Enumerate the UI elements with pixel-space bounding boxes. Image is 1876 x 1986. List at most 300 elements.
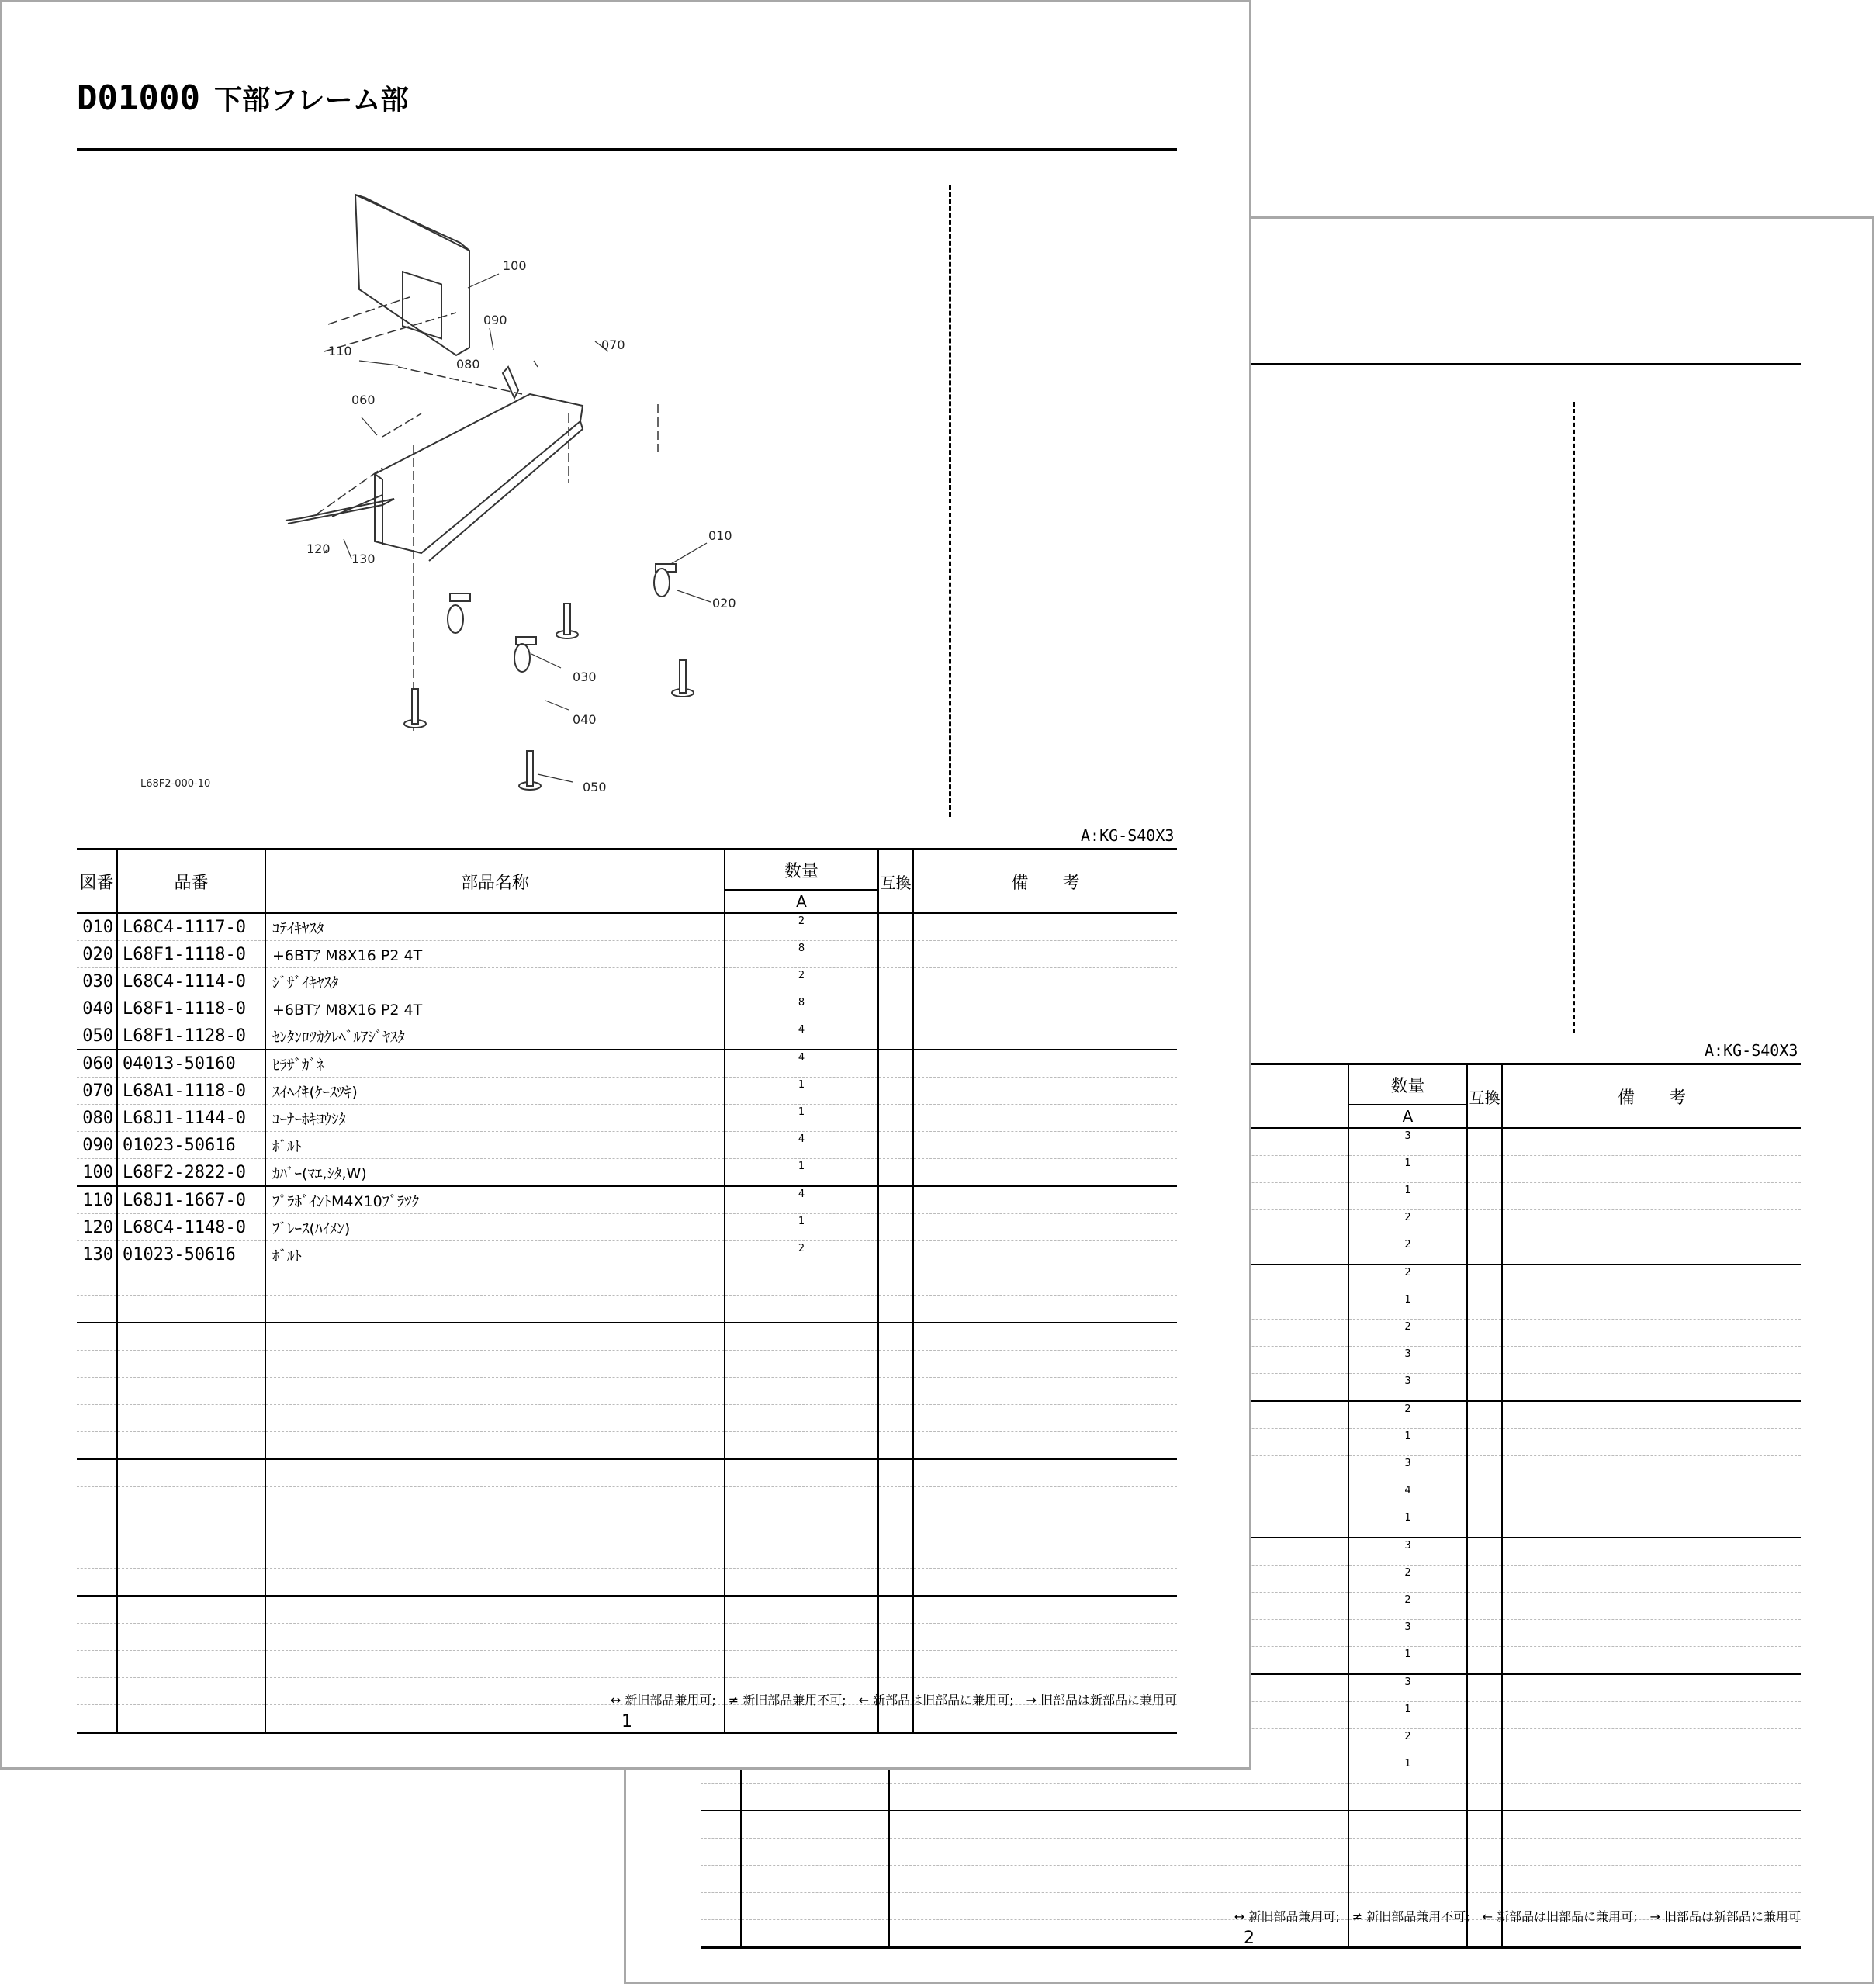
remarks-cell: [913, 1241, 1177, 1268]
part-number-cell: [741, 1811, 889, 1839]
empty-row: [77, 1569, 1177, 1597]
interchange-cell: [878, 995, 913, 1022]
interchange-cell: [1467, 1456, 1502, 1483]
quantity-cell: 3: [1348, 1538, 1467, 1566]
part-name-cell: ﾎﾞﾙﾄ: [265, 1132, 725, 1159]
remarks-cell: [913, 1378, 1177, 1405]
interchange-cell: [1467, 1210, 1502, 1237]
interchange-cell: [1467, 1729, 1502, 1756]
table-row: [77, 1105, 1177, 1132]
quantity-cell: [1348, 1866, 1467, 1893]
part-name-cell: [265, 1705, 725, 1733]
part-name-cell: [265, 1432, 725, 1460]
interchange-cell: [878, 1323, 913, 1351]
interchange-cell: [1467, 1128, 1502, 1156]
quantity-cell: 1: [1348, 1429, 1467, 1456]
part-name-cell: [265, 1514, 725, 1541]
part-number-cell: [117, 1624, 265, 1651]
interchange-cell: [878, 1078, 913, 1105]
fig-number-cell: 100: [77, 1159, 117, 1187]
interchange-cell: [878, 1432, 913, 1460]
quantity-cell: 2: [1348, 1566, 1467, 1593]
col-header-interchange: 互換: [1467, 1064, 1502, 1129]
interchange-cell: [878, 1132, 913, 1159]
remarks-cell: [913, 1214, 1177, 1241]
callout-label: 120: [306, 541, 331, 556]
interchange-cell: [878, 1651, 913, 1678]
empty-row: [701, 1839, 1801, 1866]
part-number-cell: [117, 1351, 265, 1378]
interchange-cell: [878, 1268, 913, 1296]
remarks-cell: [1502, 1374, 1801, 1402]
fig-number-cell: [701, 1866, 741, 1893]
remarks-cell: [913, 1541, 1177, 1569]
remarks-cell: [913, 1186, 1177, 1214]
fig-number-cell: [77, 1268, 117, 1296]
fig-number-cell: 130: [77, 1241, 117, 1268]
quantity-cell: [725, 1596, 878, 1624]
empty-row: [701, 1866, 1801, 1893]
interchange-cell: [1467, 1756, 1502, 1784]
interchange-cell: [878, 1296, 913, 1323]
quantity-cell: [725, 1569, 878, 1597]
remarks-cell: [913, 1159, 1177, 1187]
remarks-cell: [1502, 1456, 1801, 1483]
fig-number-cell: [77, 1432, 117, 1460]
quantity-cell: [725, 1459, 878, 1487]
interchange-cell: [1467, 1620, 1502, 1647]
quantity-cell: 2: [1348, 1320, 1467, 1347]
remarks-cell: [913, 1323, 1177, 1351]
interchange-cell: [1467, 1866, 1502, 1893]
callout-label: 110: [328, 344, 352, 358]
interchange-cell: [1467, 1647, 1502, 1675]
quantity-cell: 2: [725, 1241, 878, 1268]
col-header-quantity: 数量: [725, 849, 878, 891]
remarks-cell: [913, 1432, 1177, 1460]
interchange-cell: [878, 1351, 913, 1378]
remarks-cell: [1502, 1237, 1801, 1265]
interchange-cell: [1467, 1401, 1502, 1429]
remarks-cell: [1502, 1784, 1801, 1811]
quantity-cell: 1: [1348, 1292, 1467, 1320]
remarks-cell: [1502, 1510, 1801, 1538]
callout-label: 090: [483, 313, 507, 327]
quantity-cell: [725, 1378, 878, 1405]
quantity-cell: 2: [1348, 1729, 1467, 1756]
interchange-cell: [878, 1705, 913, 1733]
remarks-cell: [913, 995, 1177, 1022]
remarks-cell: [913, 1268, 1177, 1296]
remarks-cell: [1502, 1265, 1801, 1292]
quantity-cell: 3: [1348, 1347, 1467, 1374]
remarks-cell: [1502, 1729, 1801, 1756]
part-number-cell: [117, 1569, 265, 1597]
remarks-cell: [1502, 1429, 1801, 1456]
col-header-part-name: 部品名称: [265, 849, 725, 914]
fig-number-cell: [77, 1296, 117, 1323]
quantity-cell: [1348, 1811, 1467, 1839]
interchange-cell: [878, 941, 913, 968]
remarks-cell: [913, 1705, 1177, 1733]
fig-number-cell: [77, 1705, 117, 1733]
part-name-cell: ｺｰﾅｰﾎｷﾖｳｼﾀ: [265, 1105, 725, 1132]
interchange-cell: [878, 1514, 913, 1541]
part-name-cell: ﾎﾞﾙﾄ: [265, 1241, 725, 1268]
interchange-cell: [1467, 1183, 1502, 1210]
interchange-cell: [878, 1405, 913, 1432]
remarks-cell: [1502, 1183, 1801, 1210]
model-label: A:KG-S40X3: [1705, 1041, 1798, 1060]
remarks-cell: [1502, 1483, 1801, 1510]
remarks-cell: [913, 1487, 1177, 1514]
col-header-fig-no: 図番: [77, 849, 117, 914]
remarks-cell: [913, 1596, 1177, 1624]
callout-label: 050: [583, 780, 607, 794]
fig-number-cell: [701, 1784, 741, 1811]
empty-row: [77, 1351, 1177, 1378]
part-name-cell: ﾋﾗｻﾞｶﾞﾈ: [265, 1050, 725, 1078]
part-name-cell: ｶﾊﾞｰ(ﾏｴ,ｼﾀ,W): [265, 1159, 725, 1187]
quantity-cell: 2: [1348, 1401, 1467, 1429]
figure-divider: [949, 185, 951, 817]
part-number-cell: [117, 1651, 265, 1678]
quantity-cell: 1: [725, 1105, 878, 1132]
part-number-cell: [117, 1323, 265, 1351]
remarks-cell: [1502, 1839, 1801, 1866]
fig-number-cell: [77, 1351, 117, 1378]
quantity-cell: [725, 1705, 878, 1733]
remarks-cell: [1502, 1347, 1801, 1374]
quantity-cell: 2: [1348, 1265, 1467, 1292]
part-number-cell: [117, 1487, 265, 1514]
remarks-cell: [913, 1078, 1177, 1105]
col-header-quantity: 数量: [1348, 1064, 1467, 1105]
part-number-cell: [741, 1920, 889, 1948]
remarks-cell: [913, 941, 1177, 968]
interchange-cell: [878, 1022, 913, 1050]
part-number-cell: [117, 1596, 265, 1624]
callout-label: 060: [351, 393, 376, 407]
fig-number-cell: 020: [77, 941, 117, 968]
quantity-cell: 2: [725, 968, 878, 995]
part-name-cell: [265, 1596, 725, 1624]
interchange-cell: [1467, 1811, 1502, 1839]
part-number-cell: [117, 1541, 265, 1569]
remarks-cell: [1502, 1674, 1801, 1702]
table-row: [77, 995, 1177, 1022]
section-code: D01000: [77, 78, 200, 118]
quantity-cell: [725, 1487, 878, 1514]
quantity-cell: [725, 1514, 878, 1541]
empty-row: [77, 1296, 1177, 1323]
part-name-cell: ｼﾞｻﾞｲｷﾔｽﾀ: [265, 968, 725, 995]
col-header-quantity-a: A: [725, 890, 878, 913]
remarks-cell: [913, 1651, 1177, 1678]
interchange-cell: [878, 913, 913, 941]
remarks-cell: [913, 1624, 1177, 1651]
interchange-cell: [1467, 1839, 1502, 1866]
fig-number-cell: 080: [77, 1105, 117, 1132]
part-name-cell: [265, 1487, 725, 1514]
quantity-cell: [725, 1268, 878, 1296]
part-number-cell: L68C4-1148-0: [117, 1214, 265, 1241]
part-name-cell: [265, 1541, 725, 1569]
interchange-cell: [878, 1186, 913, 1214]
part-name-cell: ｽｲﾍｲｷ(ｹｰｽﾂｷ): [265, 1078, 725, 1105]
quantity-cell: 1: [1348, 1510, 1467, 1538]
quantity-cell: 8: [725, 995, 878, 1022]
interchange-cell: [878, 1459, 913, 1487]
fig-number-cell: 050: [77, 1022, 117, 1050]
part-number-cell: 01023-50616: [117, 1241, 265, 1268]
interchange-cell: [1467, 1593, 1502, 1620]
empty-row: [77, 1487, 1177, 1514]
quantity-cell: 3: [1348, 1674, 1467, 1702]
quantity-cell: [725, 1624, 878, 1651]
remarks-cell: [913, 1132, 1177, 1159]
callout-label: 010: [708, 528, 732, 543]
part-name-cell: [265, 1268, 725, 1296]
quantity-cell: 4: [725, 1132, 878, 1159]
part-number-cell: [741, 1839, 889, 1866]
quantity-cell: [1348, 1839, 1467, 1866]
quantity-cell: 1: [1348, 1756, 1467, 1784]
part-name-cell: +6BTｱ M8X16 P2 4T: [265, 941, 725, 968]
table-row: [77, 1022, 1177, 1050]
callout-label: 040: [573, 712, 597, 727]
remarks-cell: [1502, 1401, 1801, 1429]
remarks-cell: [913, 968, 1177, 995]
part-name-cell: [265, 1378, 725, 1405]
fig-number-cell: 040: [77, 995, 117, 1022]
interchange-cell: [878, 1050, 913, 1078]
fig-number-cell: [77, 1487, 117, 1514]
interchange-legend: ↔ 新旧部品兼用可; ≠ 新旧部品兼用不可; ← 新部品は旧部品に兼用可; → 旧部品は新部品に兼用可: [610, 1693, 1177, 1707]
remarks-cell: [1502, 1593, 1801, 1620]
part-number-cell: 01023-50616: [117, 1132, 265, 1159]
part-name-cell: [265, 1351, 725, 1378]
fig-number-cell: [701, 1893, 741, 1920]
fig-number-cell: [77, 1651, 117, 1678]
part-number-cell: L68C4-1114-0: [117, 968, 265, 995]
empty-row: [77, 1541, 1177, 1569]
remarks-cell: [1502, 1811, 1801, 1839]
col-header-remarks: 備 考: [913, 849, 1177, 914]
col-header-quantity-a: A: [1348, 1105, 1467, 1128]
remarks-cell: [1502, 1128, 1801, 1156]
remarks-cell: [913, 1105, 1177, 1132]
fig-number-cell: [701, 1839, 741, 1866]
fig-number-cell: 060: [77, 1050, 117, 1078]
part-name-cell: [265, 1323, 725, 1351]
remarks-cell: [913, 1022, 1177, 1050]
remarks-cell: [1502, 1156, 1801, 1183]
part-number-cell: [741, 1784, 889, 1811]
empty-row: [77, 1405, 1177, 1432]
part-number-cell: L68F1-1128-0: [117, 1022, 265, 1050]
empty-row: [77, 1596, 1177, 1624]
col-header-interchange: 互換: [878, 849, 913, 914]
table-row: [77, 913, 1177, 941]
quantity-cell: 2: [1348, 1210, 1467, 1237]
quantity-cell: 1: [1348, 1156, 1467, 1183]
remarks-cell: [1502, 1756, 1801, 1784]
fig-number-cell: [701, 1811, 741, 1839]
remarks-cell: [913, 1405, 1177, 1432]
interchange-cell: [878, 1378, 913, 1405]
remarks-cell: [913, 1514, 1177, 1541]
quantity-cell: 4: [725, 1186, 878, 1214]
section-title: [77, 78, 409, 118]
part-name-cell: [265, 1624, 725, 1651]
table-row: [77, 968, 1177, 995]
interchange-cell: [878, 1159, 913, 1187]
empty-row: [701, 1811, 1801, 1839]
fig-number-cell: [77, 1459, 117, 1487]
part-name-cell: [889, 1839, 1348, 1866]
remarks-cell: [1502, 1210, 1801, 1237]
part-name-cell: ﾌﾟﾗﾎﾞｲﾝﾄM4X10ﾌﾞﾗﾂｸ: [265, 1186, 725, 1214]
callout-label: 080: [456, 357, 480, 372]
quantity-cell: [1348, 1784, 1467, 1811]
callout-label: 070: [601, 337, 625, 352]
quantity-cell: 2: [1348, 1237, 1467, 1265]
exploded-view-drawing: [266, 189, 763, 809]
remarks-cell: [1502, 1292, 1801, 1320]
part-number-cell: L68F1-1118-0: [117, 941, 265, 968]
remarks-cell: [1502, 1866, 1801, 1893]
remarks-cell: [913, 913, 1177, 941]
part-name-cell: [265, 1569, 725, 1597]
quantity-cell: 2: [1348, 1593, 1467, 1620]
callout-label: 130: [351, 552, 376, 566]
table-row: [77, 1241, 1177, 1268]
remarks-cell: [913, 1351, 1177, 1378]
col-header-remarks: 備 考: [1502, 1064, 1801, 1129]
empty-row: [77, 1323, 1177, 1351]
part-name-cell: ｺﾃｲｷﾔｽﾀ: [265, 913, 725, 941]
interchange-cell: [1467, 1265, 1502, 1292]
quantity-cell: [725, 1323, 878, 1351]
interchange-cell: [878, 1487, 913, 1514]
interchange-cell: [878, 968, 913, 995]
part-number-cell: [741, 1866, 889, 1893]
remarks-cell: [1502, 1620, 1801, 1647]
quantity-cell: 4: [725, 1022, 878, 1050]
interchange-legend: ↔ 新旧部品兼用可; ≠ 新旧部品兼用不可; ← 新部品は旧部品に兼用可; → 旧部品は新部品に兼用可: [1234, 1909, 1801, 1924]
quantity-cell: [725, 1405, 878, 1432]
figure-divider: [1573, 402, 1575, 1033]
quantity-cell: 2: [725, 913, 878, 941]
quantity-cell: 3: [1348, 1620, 1467, 1647]
remarks-cell: [1502, 1702, 1801, 1729]
interchange-cell: [1467, 1510, 1502, 1538]
interchange-cell: [1467, 1784, 1502, 1811]
interchange-cell: [878, 1241, 913, 1268]
part-name-cell: [265, 1651, 725, 1678]
fig-number-cell: 110: [77, 1186, 117, 1214]
remarks-cell: [913, 1459, 1177, 1487]
interchange-cell: [878, 1214, 913, 1241]
part-number-cell: [117, 1705, 265, 1733]
quantity-cell: 4: [725, 1050, 878, 1078]
quantity-cell: 3: [1348, 1456, 1467, 1483]
part-number-cell: [117, 1296, 265, 1323]
fig-number-cell: 120: [77, 1214, 117, 1241]
interchange-cell: [1467, 1483, 1502, 1510]
table-row: [77, 1050, 1177, 1078]
part-name-cell: ﾌﾞﾚｰｽ(ﾊｲﾒﾝ): [265, 1214, 725, 1241]
part-number-cell: [117, 1268, 265, 1296]
fig-number-cell: [77, 1624, 117, 1651]
quantity-cell: [725, 1296, 878, 1323]
fig-number-cell: [77, 1541, 117, 1569]
remarks-cell: [1502, 1320, 1801, 1347]
page-number: 2: [1244, 1929, 1255, 1948]
remarks-cell: [913, 1296, 1177, 1323]
part-name-cell: [265, 1459, 725, 1487]
interchange-cell: [878, 1569, 913, 1597]
table-row: [77, 1132, 1177, 1159]
page-number: 1: [621, 1712, 632, 1732]
part-number-cell: [117, 1378, 265, 1405]
interchange-cell: [1467, 1347, 1502, 1374]
interchange-cell: [1467, 1237, 1502, 1265]
quantity-cell: 1: [725, 1159, 878, 1187]
interchange-cell: [1467, 1374, 1502, 1402]
fig-number-cell: 030: [77, 968, 117, 995]
interchange-cell: [878, 1105, 913, 1132]
quantity-cell: 3: [1348, 1374, 1467, 1402]
fig-number-cell: 010: [77, 913, 117, 941]
interchange-cell: [1467, 1292, 1502, 1320]
table-row: [77, 1078, 1177, 1105]
callout-label: 030: [573, 669, 597, 684]
quantity-cell: 4: [1348, 1483, 1467, 1510]
fig-number-cell: [77, 1514, 117, 1541]
part-number-cell: L68F1-1118-0: [117, 995, 265, 1022]
part-number-cell: L68F2-2822-0: [117, 1159, 265, 1187]
quantity-cell: [725, 1651, 878, 1678]
fig-number-cell: [77, 1569, 117, 1597]
fig-number-cell: 070: [77, 1078, 117, 1105]
part-name-cell: [889, 1811, 1348, 1839]
part-number-cell: L68J1-1144-0: [117, 1105, 265, 1132]
callout-label: 020: [712, 596, 736, 611]
interchange-cell: [1467, 1538, 1502, 1566]
interchange-cell: [878, 1624, 913, 1651]
remarks-cell: [1502, 1538, 1801, 1566]
header-rule: [77, 148, 1177, 151]
part-number-cell: L68C4-1117-0: [117, 913, 265, 941]
quantity-cell: 1: [725, 1078, 878, 1105]
quantity-cell: [725, 1432, 878, 1460]
part-number-cell: [117, 1405, 265, 1432]
part-number-cell: [117, 1514, 265, 1541]
empty-row: [77, 1268, 1177, 1296]
remarks-cell: [913, 1569, 1177, 1597]
quantity-cell: 1: [1348, 1647, 1467, 1675]
quantity-cell: [725, 1541, 878, 1569]
fig-number-cell: [77, 1378, 117, 1405]
part-name-cell: [889, 1784, 1348, 1811]
section-name: 下部フレーム部: [213, 85, 409, 116]
interchange-cell: [1467, 1320, 1502, 1347]
quantity-cell: 3: [1348, 1128, 1467, 1156]
table-row: [77, 1186, 1177, 1214]
remarks-cell: [913, 1050, 1177, 1078]
